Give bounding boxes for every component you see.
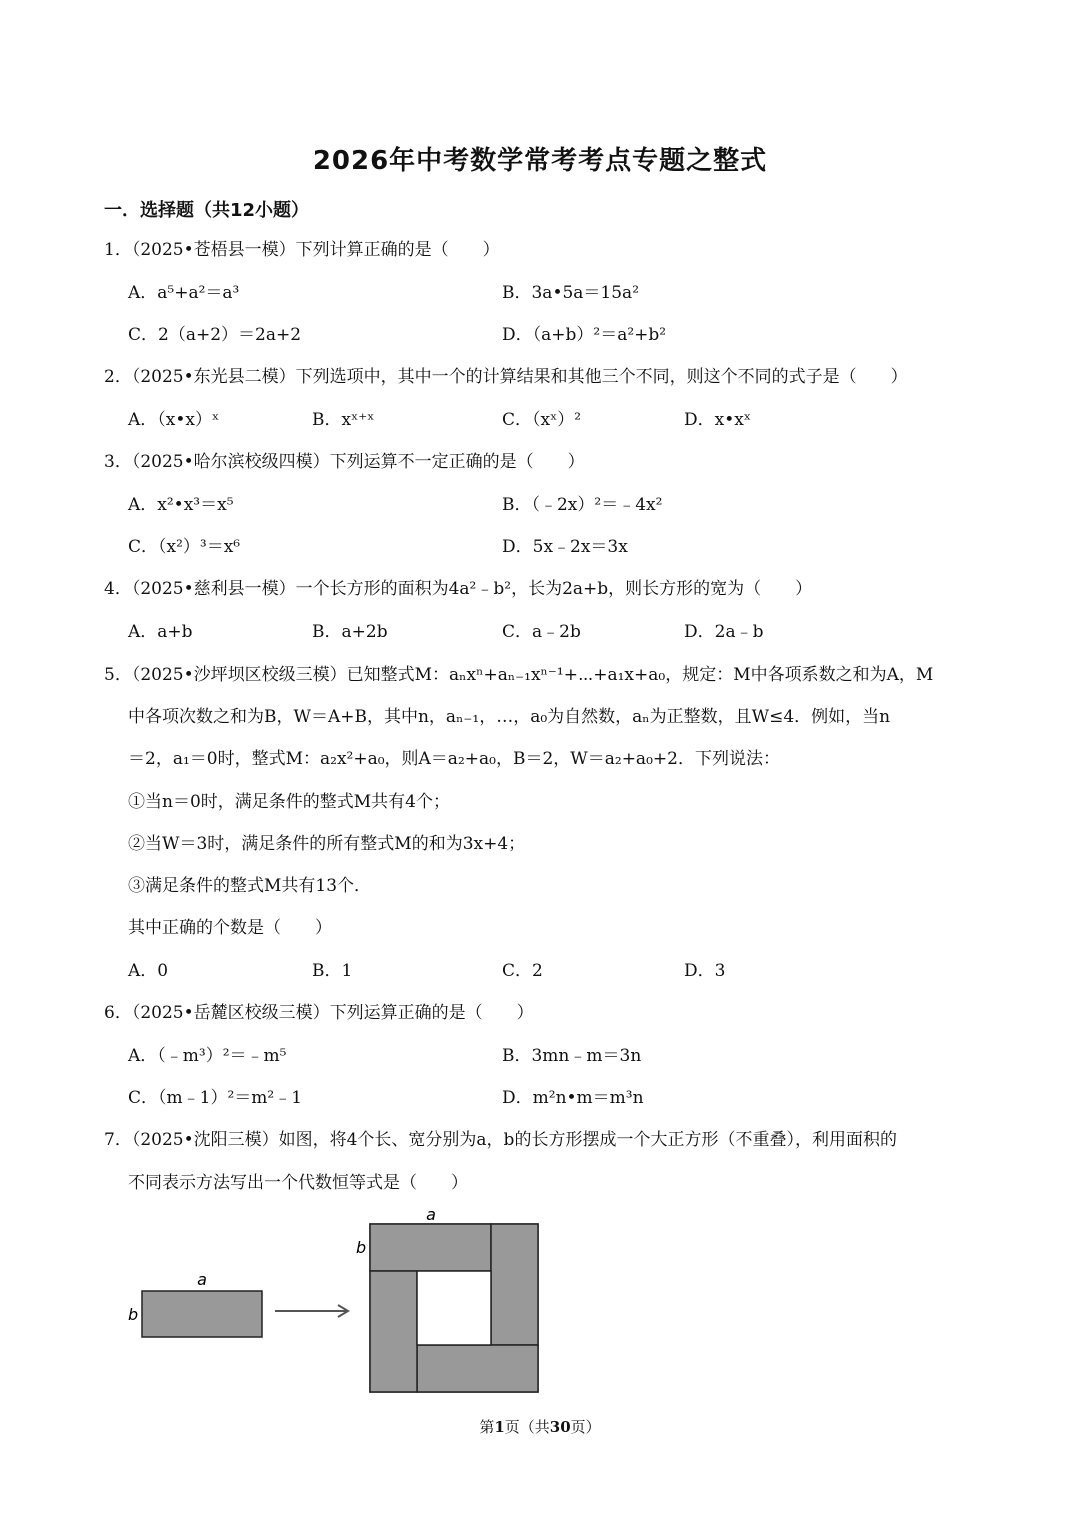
q1-option-a: A．a⁵+a²＝a³ <box>128 283 240 303</box>
q6-option-c: C．（m﹣1）²＝m²﹣1 <box>128 1088 303 1108</box>
question-5-item-1: ①当n＝0时，满足条件的整式M共有4个； <box>128 792 450 812</box>
footer-total-pages: 30 <box>549 1418 571 1436</box>
small-rect-label-a: a <box>197 1270 207 1289</box>
question-7-line-1: 7．（2025•沈阳三模）如图，将4个长、宽分别为a，b的长方形摆成一个大正方形（不重叠），利用面积的 <box>104 1130 897 1150</box>
inner-square <box>417 1271 491 1345</box>
question-5-item-3: ③满足条件的整式M共有13个． <box>128 876 372 896</box>
question-3-stem: 3．（2025•哈尔滨校级四模）下列运算不一定正确的是（ ） <box>104 452 585 472</box>
question-5-item-2: ②当W＝3时，满足条件的所有整式M的和为3x+4； <box>128 834 526 854</box>
q1-option-d: D．（a+b）²＝a²+b² <box>502 325 667 345</box>
q3-option-a: A．x²•x³＝x⁵ <box>128 495 234 515</box>
big-square-label-b: b <box>356 1238 367 1257</box>
rect-bottom <box>417 1345 538 1392</box>
big-square-label-a: a <box>426 1205 436 1224</box>
q5-option-c: C．2 <box>502 961 543 981</box>
q6-option-d: D．m²n•m＝m³n <box>502 1088 644 1108</box>
question-2-stem: 2．（2025•东光县二模）下列选项中，其中一个的计算结果和其他三个不同，则这个不同的式子是（ ） <box>104 367 908 387</box>
question-5-ask: 其中正确的个数是（ ） <box>128 918 332 938</box>
q2-option-c: C．（xˣ）² <box>502 410 582 430</box>
q5-option-a: A．0 <box>128 961 169 981</box>
q3-option-c: C．（x²）³＝x⁶ <box>128 537 241 557</box>
rect-top <box>370 1224 491 1271</box>
q4-option-d: D．2a﹣b <box>684 622 764 642</box>
q4-option-b: B．a+2b <box>312 622 388 642</box>
q3-option-d: D．5x﹣2x＝3x <box>502 537 628 557</box>
q2-option-a: A．（x•x）ˣ <box>128 410 220 430</box>
q6-option-b: B．3mn﹣m＝3n <box>502 1046 642 1066</box>
q1-option-b: B．3a•5a＝15a² <box>502 283 640 303</box>
page-footer <box>0 1416 1080 1437</box>
q6-option-a: A．（﹣m³）²＝﹣m⁵ <box>128 1046 287 1066</box>
section-heading: 一．选择题（共12小题） <box>104 200 310 221</box>
rect-left <box>370 1271 417 1392</box>
question-4-stem: 4．（2025•慈利县一模）一个长方形的面积为4a²﹣b²，长为2a+b，则长方形的宽为（ ） <box>104 579 813 599</box>
q4-option-c: C．a﹣2b <box>502 622 581 642</box>
question-6-stem: 6．（2025•岳麓区校级三模）下列运算正确的是（ ） <box>104 1003 534 1023</box>
small-rect-label-b: b <box>128 1305 139 1324</box>
q3-option-b: B．（﹣2x）²＝﹣4x² <box>502 495 663 515</box>
footer-suffix: 页） <box>570 1418 601 1436</box>
question-5-line-2: 中各项次数之和为B，W＝A+B，其中n，aₙ₋₁，…，a₀为自然数，aₙ为正整数，且W≤4．例如，当n <box>128 707 891 727</box>
q4-option-a: A．a+b <box>128 622 193 642</box>
footer-mid: 页（共 <box>504 1418 550 1436</box>
rect-right <box>491 1224 538 1345</box>
q1-option-c: C．2（a+2）＝2a+2 <box>128 325 302 345</box>
page-title: 2026年中考数学常考考点专题之整式 <box>312 146 768 176</box>
question-5-line-3: ＝2，a₁＝0时，整式M：a₂x²+a₀，则A＝a₂+a₀，B＝2，W＝a₂+a₀+2．下列说法： <box>128 749 780 769</box>
q2-option-b: B．xˣ⁺ˣ <box>312 410 375 430</box>
footer-prefix: 第 <box>479 1418 495 1436</box>
q5-option-b: B．1 <box>312 961 353 981</box>
question-5-line-1: 5．（2025•沙坪坝区校级三模）已知整式M：aₙxⁿ+aₙ₋₁xⁿ⁻¹+⋯+a₁x+a₀，规定：M中各项系数之和为A，M <box>104 665 934 685</box>
question-7-line-2: 不同表示方法写出一个代数恒等式是（ ） <box>128 1173 468 1193</box>
rectangles-figure <box>120 1205 560 1400</box>
q2-option-d: D．x•xˣ <box>684 410 752 430</box>
small-rectangle <box>142 1291 262 1337</box>
q5-option-d: D．3 <box>684 961 726 981</box>
question-1-stem: 1．（2025•苍梧县一模）下列计算正确的是（ ） <box>104 240 500 260</box>
footer-page-number: 1 <box>494 1418 505 1436</box>
